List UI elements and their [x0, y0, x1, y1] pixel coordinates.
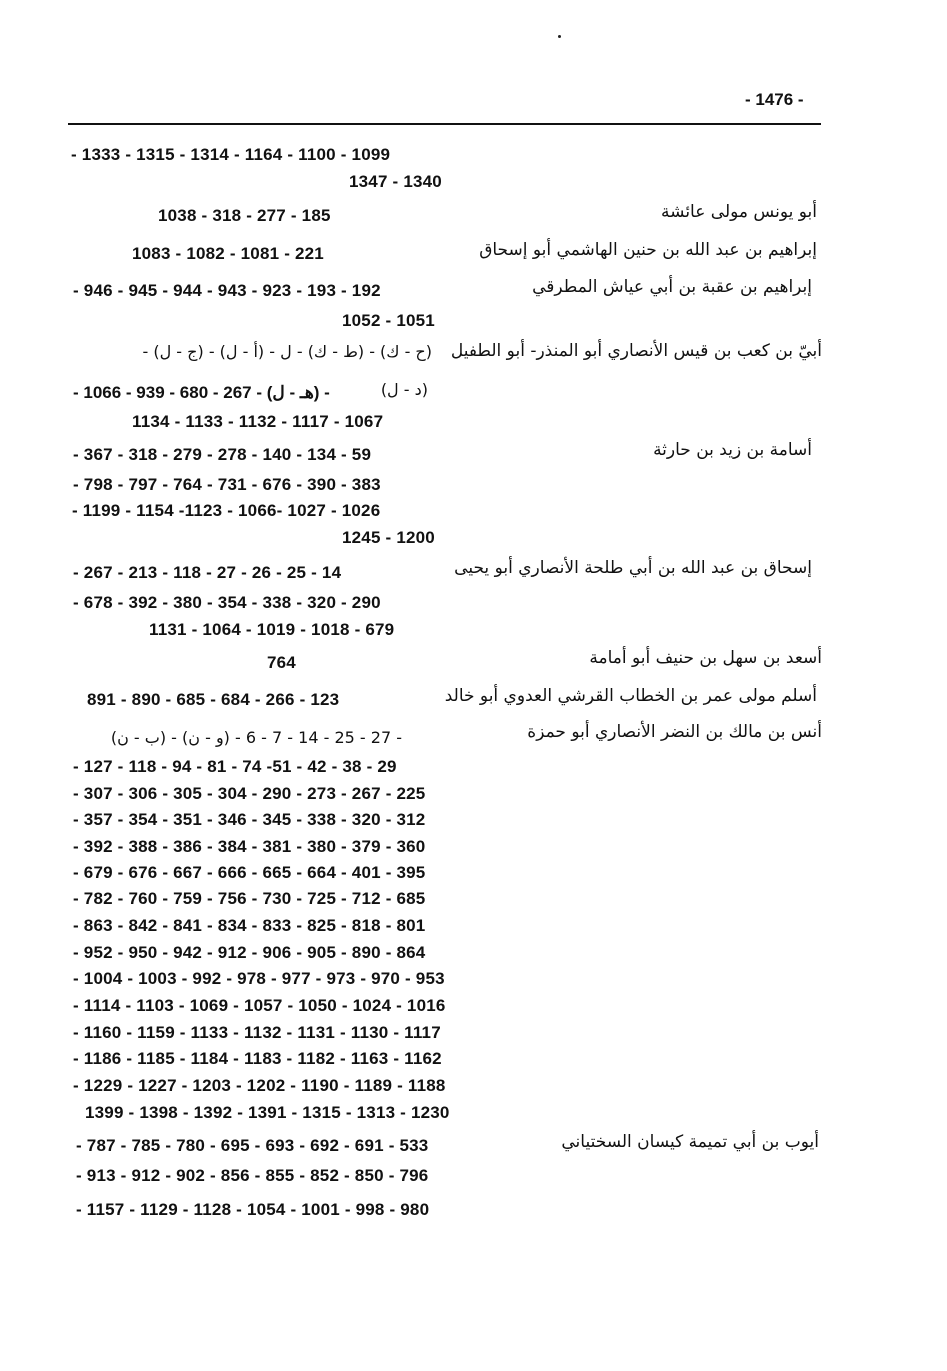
index-line: 1245 - 1200	[342, 528, 435, 547]
index-line: - 1186 - 1185 - 1184 - 1183 - 1182 - 1163 - 1162	[73, 1049, 442, 1068]
narrator-name: إسحاق بن عبد الله بن أبي طلحة الأنصاري أبو يحيى	[454, 558, 812, 578]
narrator-name: إبراهيم بن عقبة بن أبي عياش المطرقي	[532, 277, 812, 297]
index-line: 1038 - 318 - 277 - 185	[158, 206, 331, 225]
index-line: - 27 - 25 - 14 - 7 - 6 - (و - ن) - (ب - ن)	[110, 728, 402, 747]
index-line: 1134 - 1133 - 1132 - 1117 - 1067	[132, 412, 384, 431]
scan-speck	[558, 35, 561, 38]
narrator-name: أيوب بن أبي تميمة كيسان السختياني	[561, 1132, 819, 1152]
narrator-codes: (ح - ك) - (ط - ك) - ل - (أ - ل) - (ج - ل) -	[142, 342, 432, 361]
index-line: - 679 - 676 - 667 - 666 - 665 - 664 - 401 - 395	[73, 863, 426, 882]
index-line: - 787 - 785 - 780 - 695 - 693 - 692 - 691 - 533	[76, 1136, 429, 1155]
index-line: - 952 - 950 - 942 - 912 - 906 - 905 - 890 - 864	[73, 943, 426, 962]
index-line: - 946 - 945 - 944 - 943 - 923 - 193 - 192	[73, 281, 381, 300]
index-line: - 1114 - 1103 - 1069 - 1057 - 1050 - 1024 - 1016	[73, 996, 446, 1015]
index-line: - 678 - 392 - 380 - 354 - 338 - 320 - 290	[73, 593, 381, 612]
header-rule	[68, 123, 821, 125]
index-line: - 367 - 318 - 279 - 278 - 140 - 134 - 59	[73, 445, 372, 464]
index-line: - 392 - 388 - 386 - 384 - 381 - 380 - 379 - 360	[73, 837, 426, 856]
narrator-name: أسلم مولى عمر بن الخطاب القرشي العدوي أبو خالد	[444, 686, 817, 706]
index-line: - 798 - 797 - 764 - 731 - 676 - 390 - 383	[73, 475, 381, 494]
index-line: - 307 - 306 - 305 - 304 - 290 - 273 - 267 - 225	[73, 784, 426, 803]
index-line: - 1160 - 1159 - 1133 - 1132 - 1131 - 1130 - 1117	[73, 1023, 441, 1042]
narrator-name: أسامة بن زيد بن حارثة	[653, 440, 812, 460]
index-line: - 127 - 118 - 94 - 81 - 74 -51 - 42 - 38 - 29	[73, 757, 397, 776]
index-line: 1399 - 1398 - 1392 - 1391 - 1315 - 1313 - 1230	[85, 1103, 450, 1122]
narrator-codes: (د - ل)	[380, 380, 428, 399]
narrator-name: أبيّ بن كعب بن قيس الأنصاري أبو المنذر- أبو الطفيل	[450, 341, 822, 361]
index-line: - 913 - 912 - 902 - 856 - 855 - 852 - 850 - 796	[76, 1166, 429, 1185]
index-line: 764	[267, 653, 296, 672]
index-line: - 782 - 760 - 759 - 756 - 730 - 725 - 712 - 685	[73, 889, 426, 908]
index-line: - 1157 - 1129 - 1128 - 1054 - 1001 - 998 - 980	[76, 1200, 430, 1219]
index-line: - 1229 - 1227 - 1203 - 1202 - 1190 - 1189 - 1188	[73, 1076, 446, 1095]
narrator-name: إبراهيم بن عبد الله بن حنين الهاشمي أبو إسحاق	[479, 240, 817, 260]
index-line: 891 - 890 - 685 - 684 - 266 - 123	[87, 690, 340, 709]
index-line: 1052 - 1051	[342, 311, 435, 330]
index-line: 1131 - 1064 - 1019 - 1018 - 679	[149, 620, 395, 639]
narrator-name: أسعد بن سهل بن حنيف أبو أمامة	[589, 648, 822, 668]
index-line: - 267 - 213 - 118 - 27 - 26 - 25 - 14	[73, 563, 342, 582]
narrator-name: أبو يونس مولى عائشة	[661, 202, 817, 222]
narrator-name: أنس بن مالك بن النضر الأنصاري أبو حمزة	[527, 722, 822, 742]
index-line: - 1333 - 1315 - 1314 - 1164 - 1100 - 1099	[71, 145, 391, 164]
index-line: - 1199 - 1154 -1123 - 1066- 1027 - 1026	[72, 501, 381, 520]
index-line: 1083 - 1082 - 1081 - 221	[132, 244, 324, 263]
index-line: - 863 - 842 - 841 - 834 - 833 - 825 - 818 - 801	[73, 916, 426, 935]
page-number: - 1476 -	[745, 90, 804, 109]
index-line: - 1066 - 939 - 680 - 267 - (هـ - ل) -	[73, 383, 330, 402]
index-line: 1347 - 1340	[349, 172, 442, 191]
index-line: - 1004 - 1003 - 992 - 978 - 977 - 973 - 970 - 953	[73, 969, 445, 988]
index-line: - 357 - 354 - 351 - 346 - 345 - 338 - 320 - 312	[73, 810, 426, 829]
